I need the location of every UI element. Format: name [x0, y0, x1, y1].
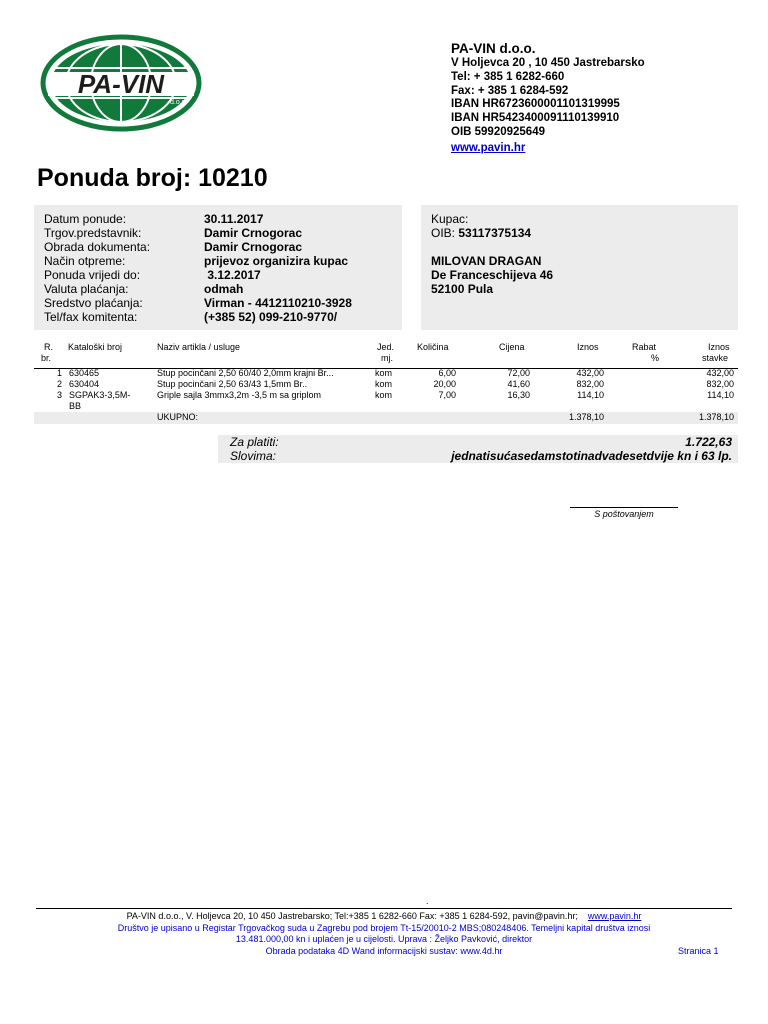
totals-box	[218, 435, 738, 463]
svg-text:PA-VIN: PA-VIN	[77, 69, 165, 99]
table-row: 2 630404 Stup pocinčani 2,50 63/43 1,5mm Br.. kom 20,00 41,60 832,00 832,00	[56, 379, 734, 389]
footer-line-3: 13.481.000,00 kn i uplaćen je u cijelosti. Uprava : Željko Pavković, direktor	[235, 934, 533, 945]
header-amount: Iznos	[577, 342, 599, 352]
items-table-header	[34, 342, 738, 368]
pavin-logo	[40, 34, 202, 132]
company-website-link[interactable]: www.pavin.hr	[451, 141, 526, 154]
words-value: jednatisućasedamstotinadvadesetdvije kn i 63 lp.	[451, 449, 732, 463]
company-oib: OIB 59920925649	[451, 125, 545, 138]
company-fax: Fax: + 385 1 6284-592	[451, 84, 569, 97]
sum-amount: 1.378,10	[568, 412, 604, 422]
customer-city: 52100 Pula	[431, 282, 494, 296]
payment-method-row: Sredstvo plaćanja: Virman - 4412110210-3928	[44, 296, 352, 310]
footer-line-2: Društvo je upisano u Registar Trgovačkog suda u Zagrebu pod brojem Tt-15/20010-2 MBS;080248406. Temeljni kapital društva iznosi	[117, 922, 651, 933]
header-qty: Količina	[417, 342, 449, 352]
header-code: Kataloški broj	[68, 342, 123, 352]
customer-oib-row: OIB: 53117375134	[431, 226, 532, 240]
footer-divider	[36, 908, 732, 909]
customer-name: MILOVAN DRAGAN	[431, 254, 542, 268]
customer-label: Kupac:	[431, 212, 469, 226]
company-info	[451, 40, 645, 156]
footer-line-4: Obrada podataka 4D Wand informacijski sustav: www.4d.hr	[265, 945, 503, 956]
footer-dot: .	[426, 896, 429, 906]
customer-oib: 53117375134	[458, 226, 532, 240]
table-sum-row	[34, 412, 738, 424]
company-tel: Tel: + 385 1 6282-660	[451, 70, 565, 83]
header-unit: Jed.	[377, 342, 395, 352]
company-iban-1: IBAN HR6723600001101319995	[451, 98, 620, 111]
footer	[36, 911, 732, 957]
signature-line	[570, 507, 678, 508]
header-rbr-2: br.	[41, 353, 52, 363]
pay-value: 1.722,63	[685, 435, 732, 449]
header-rbr: R.	[44, 342, 53, 352]
signature-label: S poštovanjem	[594, 509, 654, 519]
sum-label: UKUPNO:	[157, 412, 199, 422]
customer-street: De Franceschijeva 46	[431, 268, 554, 282]
customer-phone-row: Tel/fax komitenta: (+385 52) 099-210-9770/	[44, 310, 338, 324]
header-unit-2: mj.	[381, 353, 393, 363]
header-price: Cijena	[499, 342, 525, 352]
payment-currency-row: Valuta plaćanja: odmah	[44, 282, 244, 296]
company-name: PA-VIN d.o.o.	[451, 41, 536, 56]
processed-by-row: Obrada dokumenta: Damir Crnogorac	[44, 240, 303, 254]
offer-date-row: Datum ponude: 30.11.2017	[44, 212, 264, 226]
sales-rep-row: Trgov.predstavnik: Damir Crnogorac	[44, 226, 303, 240]
customer-box	[421, 205, 738, 330]
page-number: Stranica 1	[678, 946, 719, 956]
header-total: Iznos	[708, 342, 730, 352]
svg-text:d.o.o.: d.o.o.	[170, 99, 188, 106]
header-total-2: stavke	[702, 353, 729, 363]
footer-line-1: PA-VIN d.o.o., V. Holjevca 20, 10 450 Jastrebarsko; Tel:+385 1 6282-660 Fax: +385 1 6284-592, pavin@pavin.hr; www.pavin.hr	[126, 911, 642, 921]
header-discount: Rabat	[632, 342, 657, 352]
valid-until-row: Ponuda vrijedi do: 3.12.2017	[44, 268, 261, 282]
company-iban-2: IBAN HR5423400091110139910	[451, 112, 620, 125]
sum-total: 1.378,10	[698, 412, 734, 422]
footer-website-link[interactable]: www.pavin.hr	[587, 911, 642, 921]
document-title: Ponuda broj: 10210	[37, 164, 268, 192]
table-row: 3 SGPAK3-3,5M- BB Griple sajla 3mmx3,2m -3,5 m sa griplom kom 7,00 16,30 114,10 114,10	[56, 390, 734, 411]
header-discount-2: %	[651, 353, 660, 363]
pay-label: Za platiti:	[230, 435, 279, 449]
words-label: Slovima:	[230, 449, 277, 463]
table-row: 1 630465 Stup pocinčani 2,50 60/40 2,0mm krajni Br... kom 6,00 72,00 432,00 432,00	[56, 368, 734, 378]
header-name: Naziv artikla / usluge	[157, 342, 241, 352]
company-address: V Holjevca 20 , 10 450 Jastrebarsko	[451, 57, 645, 69]
shipping-method-row: Način otpreme: prijevoz organizira kupac	[44, 254, 349, 268]
offer-details-box	[34, 205, 402, 330]
